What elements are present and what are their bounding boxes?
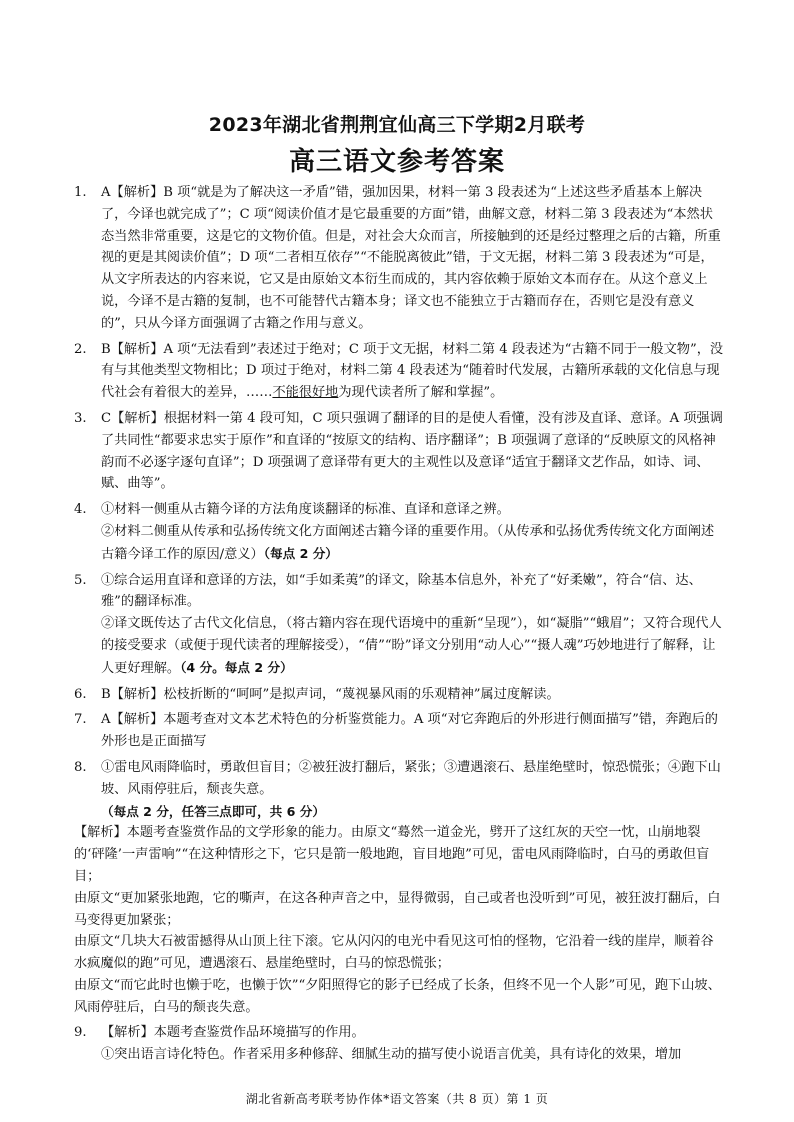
item-number: 4.	[74, 502, 87, 518]
analysis-text: 由原文“几块大石被雷撼得从山顶上往下滚。它从闪闪的电光中看见这可怕的怪物，它沿着一线的崖岸，顺着谷水疯魔似的跑”可见，遭遇滚石、悬崖绝壁时，白马的惊恐慌张；	[74, 934, 714, 972]
score-note: （4 分。每点 2 分）	[180, 659, 293, 675]
answer-item-5	[74, 570, 724, 680]
answer-body	[74, 182, 724, 1066]
item-number: 2.	[74, 341, 87, 357]
item-number: 1.	[74, 185, 87, 200]
item-number: 8.	[74, 759, 87, 775]
score-note: （每点 2 分）	[263, 545, 338, 561]
answer-point-text: ②译文既传达了古代文化信息，（将古籍内容在现代语境中的重新“呈现”），如“凝脂”“蛾眉”；又符合现代人的接受要求（或便于现代读者的理解接受），“倩”“盼”译文分别用“动人心”“摄人魂”巧妙地进行了解释，让人更好理解。	[101, 616, 722, 676]
answer-point: ①突出语言诗化特色。作者采用多种修辞、细腻生动的描写使小说语言优美，具有诗化的效果，增加	[101, 1047, 682, 1063]
answer-text: ①雷电风雨降临时，勇敢但盲目；②被狂波打翻后，紧张；③遭遇滚石、悬崖绝壁时，惊恐慌张；④跑下山坡、风雨停驻后，颓丧失意。	[101, 759, 721, 797]
answer-item-8	[74, 757, 724, 1019]
answer-text-part: 为现代读者所了解和掌握”。	[338, 385, 504, 401]
answer-item-9	[74, 1022, 724, 1066]
answer-item-3	[74, 408, 724, 495]
answer-text-part: B【解析】A 项“无法看到”表述过于绝对；C 项于文无据，材料二第 4 段表述为“古籍不同于一般文物”，没有与其他类型文物相比；D 项过于绝对，材料二第 4 段表述为“随着时代发展，古籍所承载的文化信息与现代社会有着很大的差异，……	[101, 341, 724, 401]
analysis-text: 由原文“更加紧张地跑，它的嘶声，在这各种声音之中，显得微弱，自己或者也没听到”可见，被狂波打翻后，白马变得更加紧张；	[74, 890, 721, 928]
answer-item-4	[74, 499, 724, 565]
item-number: 3.	[74, 410, 87, 426]
answer-text: A【解析】本题考查对文本艺术特色的分析鉴赏能力。A 项“对它奔跑后的外形进行侧面描写”错，奔跑后的外形也是正面描写	[101, 712, 718, 750]
underlined-text: 不能很好地	[272, 385, 339, 401]
page-footer: 湖北省新高考联考协作体*语文答案（共 8 页）第 1 页	[245, 1092, 549, 1106]
answer-text: A【解析】B 项“就是为了解决这一矛盾”错，强加因果，材料一第 3 段表述为“上述这些矛盾基本上解决了，今译也就完成了”；C 项“阅读价值才是它最重要的方面”错，曲解文意，材料二第 3 段表述为“本然状态当然非常重要，这是它的文物价值。但是，对社会大众而言，所接触到的还是经过整理之后的古籍，所重视的更是其阅读价值”；D 项“二者相互依存”“不能脱离彼此”错，于文无据，材料二第 3 段表述为“可是，从文字所表达的内容来说，它又是由原始文本衍生而成的，其内容依赖于原始文本而存在。从这个意义上说，今译不是古籍的复制，也不可能替代古籍本身；译文也不能独立于古籍而存在，否则它是没有意义的”，只从今译方面强调了古籍之作用与意义。	[101, 185, 721, 331]
item-number: 7.	[74, 712, 87, 728]
item-number: 9.	[74, 1025, 87, 1041]
answer-item-1	[74, 182, 724, 335]
item-number: 6.	[74, 686, 87, 702]
answer-item-7	[74, 709, 724, 753]
answer-text	[101, 339, 724, 404]
analysis-text: 【解析】本题考查鉴赏作品的文学形象的能力。由原文“蓦然一道金光，劈开了这红灰的天空一忱，山崩地裂的‘砰隆’一声雷响”“在这种情形之下，它只是箭一般地跑，盲目地跑”可见，雷电风雨降临时，白马的勇敢但盲目；	[74, 825, 710, 884]
item-number: 5.	[74, 572, 87, 588]
answer-point	[101, 613, 724, 679]
answer-text: B【解析】松枝折断的“呵呵”是拟声词，“蔑视暴风雨的乐观精神”属过度解读。	[101, 686, 560, 702]
answer-text: 【解析】本题考查鉴赏作品环境描写的作用。	[101, 1025, 365, 1041]
answer-key-title: 高三语文参考答案	[288, 147, 505, 177]
analysis-text: 由原文“而它此时也懒于吃，也懒于饮”“夕阳照得它的影子已经成了长条，但终不见一个人影”可见，跑下山坡、风雨停驻后，白马的颓丧失意。	[74, 977, 721, 1015]
answer-point	[101, 521, 724, 566]
answer-item-6	[74, 684, 724, 706]
answer-point: ①综合运用直译和意译的方法，如“手如柔荑”的译文，除基本信息外，补充了“好柔嫩”，符合“信、达、雅”的翻译标准。	[101, 572, 702, 610]
score-note: （每点 2 分，任答三点即可，共 6 分）	[101, 803, 325, 819]
answer-item-2	[74, 339, 724, 404]
exam-title: 2023年湖北省荆荆宜仙高三下学期2月联考	[208, 114, 586, 136]
answer-point-text: ②材料二侧重从传承和弘扬传统文化方面阐述古籍今译的重要作用。（从传承和弘扬优秀传统文化方面阐述古籍今译工作的原因/意义）	[101, 523, 715, 562]
answer-text: C【解析】根据材料一第 4 段可知，C 项只强调了翻译的目的是使人看懂，没有涉及直译、意译。A 项强调了共同性“都要求忠实于原作”和直译的“按原文的结构、语序翻译”；B 项强调了意译的“反映原文的风格神韵而不必逐字逐句直译”；D 项强调了意译带有更大的主观性以及意译“适宜于翻译文艺作品，如诗、词、赋、曲等”。	[101, 410, 723, 492]
answer-point: ①材料一侧重从古籍今译的方法角度谈翻译的标准、直译和意译之辨。	[101, 502, 510, 518]
